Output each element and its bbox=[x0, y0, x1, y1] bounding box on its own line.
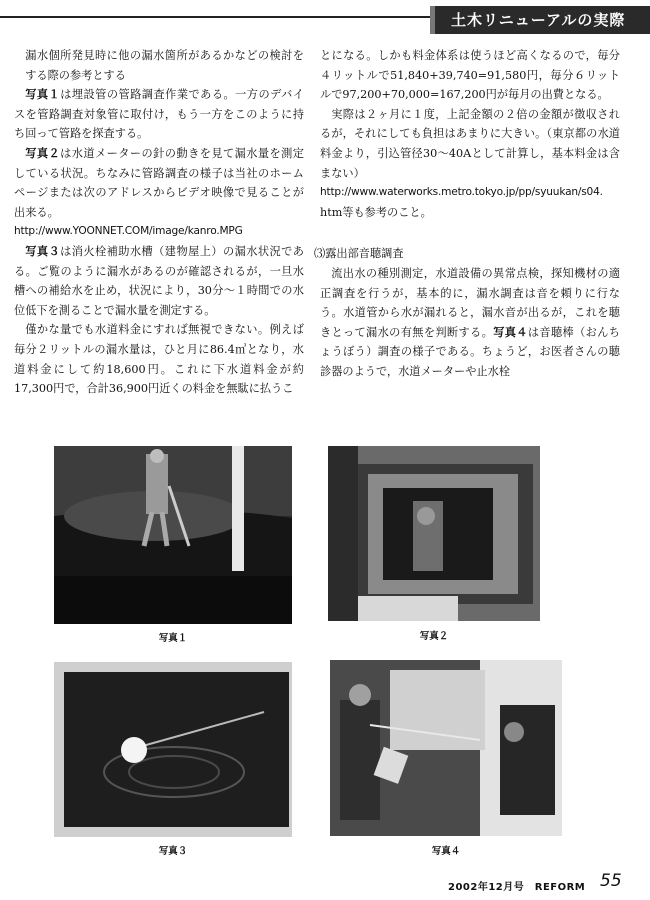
page-number: 55 bbox=[600, 871, 622, 891]
issue-label: 2002年12月号 REFORM bbox=[448, 882, 586, 893]
reference-url: http://www.waterworks.metro.tokyo.jp/pp/syuukan/s04. bbox=[320, 186, 603, 199]
photo-2 bbox=[328, 446, 540, 621]
section-title: 土木リニューアルの実際 bbox=[430, 6, 650, 34]
paragraph: 写真２は水道メーターの針の動きを見て漏水量を測定している状況。ちなみに管路調査の様子は当社のホームページまたは次のアドレスからビデオ映像で見ることが出来る。 bbox=[14, 146, 304, 219]
left-column bbox=[14, 46, 304, 399]
paragraph: 実際は２ヶ月に１度，上記金額の２倍の金額が徴収されるが，それにしても負担はあまりに大きい。（東京都の水道料金より，引込管径30～40Aとして計算し，基本料金は含まない） bbox=[320, 107, 620, 180]
header-rule bbox=[0, 16, 430, 18]
paragraph: 僅かな量でも水道料金にすれば無視できない。例えば毎分２リットルの漏水量は，ひと月に86.4㎥となり，水道料金にして約18,600円。これに下水道料金が約17,300円で，合計36,900円近くの料金を無駄に払うこ bbox=[14, 323, 304, 396]
photo-1 bbox=[54, 446, 292, 624]
caption-photo-1: 写真１ bbox=[158, 633, 188, 644]
paragraph: 写真３は消火栓補助水槽（建物屋上）の漏水状況である。ご覧のように漏水があるのが確認されるが，一旦水槽への補給水を止め，状況により，30分～１時間での水位低下を測ることで漏水量を測定する。 bbox=[14, 244, 304, 317]
photo-4 bbox=[330, 660, 562, 836]
video-url: http://www.YOONNET.COM/image/kanro.MPG bbox=[14, 225, 243, 238]
subsection-heading: ⑶露出部音聴調査 bbox=[314, 247, 404, 261]
paragraph: 写真１は埋設管の管路調査作業である。一方のデバイスを管路調査対象管に取付け，もう一方をこのように持ち回って管路を探査する。 bbox=[14, 88, 304, 141]
paragraph: 漏水個所発見時に他の漏水箇所があるかなどの検討をする際の参考とする bbox=[25, 49, 304, 82]
caption-photo-4: 写真４ bbox=[431, 846, 461, 857]
paragraph: htm等も参考のこと。 bbox=[320, 205, 432, 219]
caption-photo-3: 写真３ bbox=[158, 846, 188, 857]
photo-3 bbox=[54, 662, 292, 837]
right-column bbox=[314, 46, 620, 382]
paragraph: 流出水の種別測定，水道設備の異常点検，探知機材の適正調査を行うが，基本的に，漏水調査は音を頼りに行なう。水道管から水が漏れると，漏水音が出るが，これを聴きとって漏水の有無を判断する。写真４は音聴棒（おんちょうぼう）調査の様子である。ちょうど，お医者さんの聴診器のようで，水道メーターや止水栓 bbox=[320, 266, 620, 378]
caption-photo-2: 写真２ bbox=[419, 631, 449, 642]
paragraph: とになる。しかも料金体系は使うほど高くなるので，毎分４リットルで51,840+39,740=91,580円，毎分６リットルで97,200+70,000=167,200円が毎月の出費となる。 bbox=[320, 49, 620, 102]
